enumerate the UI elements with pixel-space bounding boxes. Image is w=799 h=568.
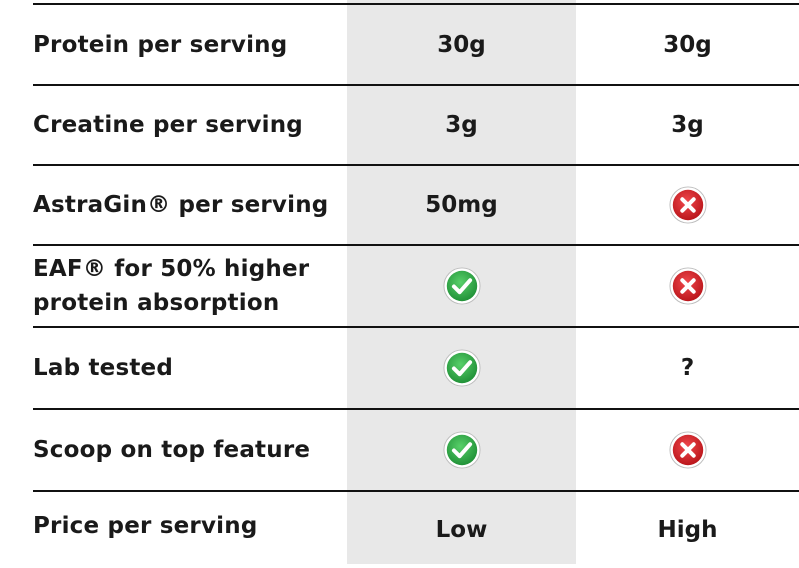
table-row [0,5,799,84]
table-row [0,492,799,564]
row-label: Protein per serving [33,31,288,58]
row-label: EAF® for 50% higher protein absorption [33,256,310,316]
row-label: Price per serving [33,513,258,539]
ours-value: 3g [445,112,478,138]
competitor-value: 3g [671,112,704,138]
row-label: Scoop on top feature [33,437,311,463]
ours-value [347,410,576,490]
competitor-value: High [657,517,718,543]
ours-value [347,328,576,408]
table-row [0,410,799,490]
ours-value: Low [435,517,488,543]
check-icon [443,267,481,305]
table-row [0,328,799,408]
check-icon [443,431,481,469]
cross-icon [669,186,707,224]
row-label: Lab tested [33,355,173,381]
ours-value: 30g [437,31,486,58]
cross-icon [669,431,707,469]
table-row [0,246,799,326]
cross-icon [669,267,707,305]
table-row [0,86,799,164]
ours-value: 50mg [425,192,498,218]
competitor-value [576,166,799,244]
competitor-value: 30g [663,31,712,58]
competitor-value [576,246,799,326]
row-label: AstraGin® per serving [33,192,329,218]
competitor-value [576,410,799,490]
row-label: Creatine per serving [33,112,303,138]
table-row [0,166,799,244]
check-icon [443,349,481,387]
competitor-value: ? [680,355,695,381]
ours-value [347,246,576,326]
